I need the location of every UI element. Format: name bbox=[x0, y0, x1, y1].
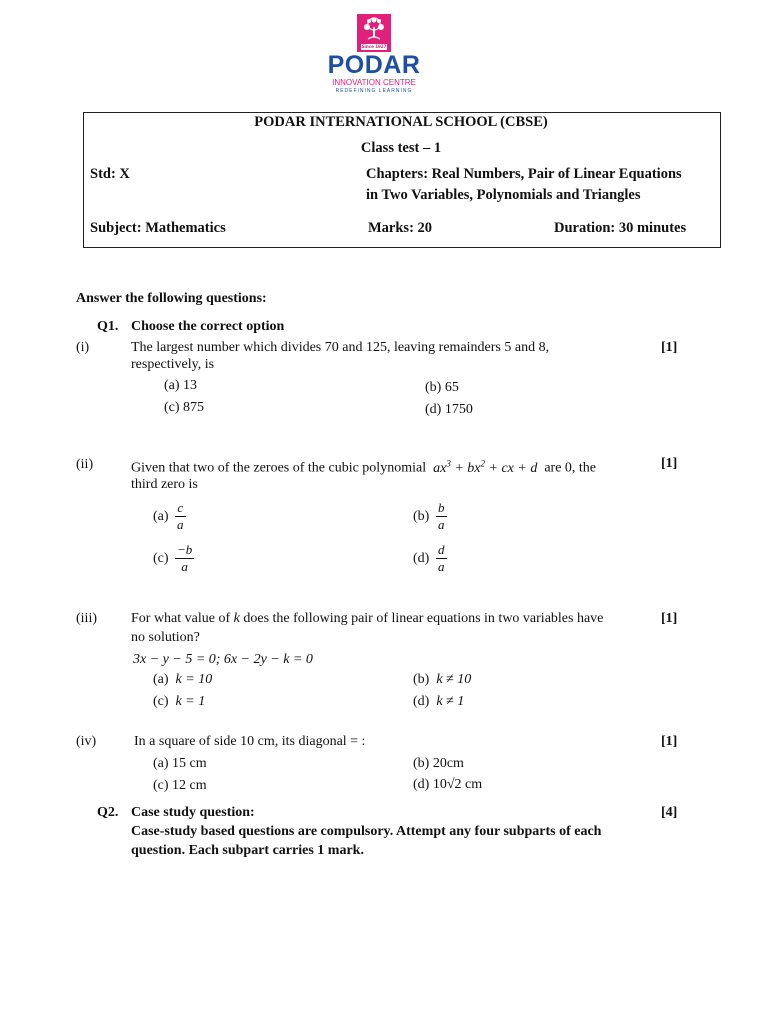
chapters-line-2: in Two Variables, Polynomials and Triangles bbox=[366, 187, 641, 203]
q1-iv-number: (iv) bbox=[76, 734, 97, 749]
q1-iv-marks: [1] bbox=[661, 734, 678, 749]
q2-number: Q2. bbox=[97, 805, 119, 820]
q2-marks: [4] bbox=[661, 805, 678, 820]
q2-instruction-line2: question. Each subpart carries 1 mark. bbox=[131, 843, 364, 858]
tree-icon bbox=[357, 15, 391, 45]
logo-since: Since 1927 bbox=[361, 44, 387, 49]
q1-iii-equation: 3x − y − 5 = 0; 6x − 2y − k = 0 bbox=[133, 652, 313, 667]
q1-i-marks: [1] bbox=[661, 340, 678, 355]
q1-ii-text-before: Given that two of the zeroes of the cubic polynomial bbox=[131, 460, 427, 476]
logo-tagline: REDEFINING LEARNING bbox=[335, 88, 413, 94]
std-label: Std: X bbox=[90, 166, 130, 182]
q1-ii-option-b-fraction: $\frac{b}{a}$ bbox=[438, 500, 445, 532]
q1-ii-text-after: are 0, the bbox=[544, 460, 597, 476]
q1-iii-marks-wrap bbox=[661, 611, 677, 627]
subject-line bbox=[90, 220, 226, 237]
subject-label: Subject bbox=[90, 220, 137, 236]
q1-iv-option-b: (b) 20cm bbox=[413, 756, 464, 771]
q1-iv-option-c: (c) 12 cm bbox=[153, 778, 207, 793]
q1-ii-text-line1 bbox=[131, 458, 596, 477]
q1-ii-option-d-fraction: $\frac{d}{a}$ bbox=[438, 542, 445, 574]
q1-iii-option-d: (d) k ≠ 1 bbox=[413, 694, 465, 709]
logo-subtitle: INNOVATION CENTRE bbox=[332, 78, 416, 87]
q1-iv-option-d: (d) 10√2 cm bbox=[413, 777, 483, 792]
q1-ii-option-b-label: (b) bbox=[413, 509, 430, 524]
q1-iii-option-a: (a) k = 10 bbox=[153, 672, 213, 687]
q1-i-text-line2: respectively, is bbox=[131, 357, 215, 372]
logo-emblem bbox=[357, 14, 391, 52]
q2-instruction-line1: Case-study based questions are compulsory. Attempt any four subparts of each bbox=[131, 824, 602, 839]
q1-ii-option-c-label: (c) bbox=[153, 551, 169, 566]
polynomial-expression: $ax^3 + bx^2$ + cx + d bbox=[433, 458, 538, 476]
q1-i-option-a: (a) 13 bbox=[164, 378, 198, 393]
logo-brand: PODAR bbox=[327, 51, 421, 79]
chapters-line-1: Chapters: Real Numbers, Pair of Linear Equations bbox=[366, 166, 682, 182]
q1-ii-option-d-label: (d) bbox=[413, 551, 430, 566]
q1-ii-option-a-label: (a) bbox=[153, 509, 169, 524]
q1-ii-text-line2: third zero is bbox=[131, 477, 198, 492]
q1-i-option-c: (c) 875 bbox=[164, 400, 205, 415]
marks-label: Marks: 20 bbox=[368, 220, 433, 236]
duration-label: Duration: 30 minutes bbox=[554, 220, 687, 236]
q1-title: Choose the correct option bbox=[131, 319, 285, 334]
q1-ii-number: (ii) bbox=[76, 457, 94, 472]
q1-ii-marks: [1] bbox=[661, 456, 678, 471]
test-title: Class test – 1 bbox=[360, 140, 442, 156]
q1-ii-option-a-fraction: $\frac{c}{a}$ bbox=[177, 500, 184, 532]
subject-value: : Mathematics bbox=[136, 220, 226, 236]
instruction: Answer the following questions: bbox=[76, 291, 267, 306]
q1-iii-option-b: (b) k ≠ 10 bbox=[413, 672, 472, 687]
q1-iii-marks: [1] bbox=[661, 611, 678, 626]
q1-iii-text-line2: no solution? bbox=[131, 630, 200, 645]
school-name: PODAR INTERNATIONAL SCHOOL (CBSE) bbox=[254, 114, 548, 130]
q1-i-text-line1: The largest number which divides 70 and 125, leaving remainders 5 and 8, bbox=[131, 340, 550, 355]
q1-i-number: (i) bbox=[76, 340, 90, 355]
q1-iv-text: In a square of side 10 cm, its diagonal = : bbox=[134, 734, 366, 749]
q1-number: Q1. bbox=[97, 319, 119, 334]
q1-iii-number: (iii) bbox=[76, 611, 97, 626]
q1-ii-option-c-fraction: $\frac{-b}{a}$ bbox=[177, 542, 193, 574]
q2-title: Case study question: bbox=[131, 805, 255, 820]
q1-iv-option-a: (a) 15 cm bbox=[153, 756, 207, 771]
q1-iii-option-c: (c) k = 1 bbox=[153, 694, 206, 709]
q1-iii-text-line1: For what value of k does the following pair of linear equations in two variables have bbox=[131, 611, 604, 626]
q1-i-option-b: (b) 65 bbox=[425, 380, 459, 395]
q1-i-option-d: (d) 1750 bbox=[425, 402, 473, 417]
